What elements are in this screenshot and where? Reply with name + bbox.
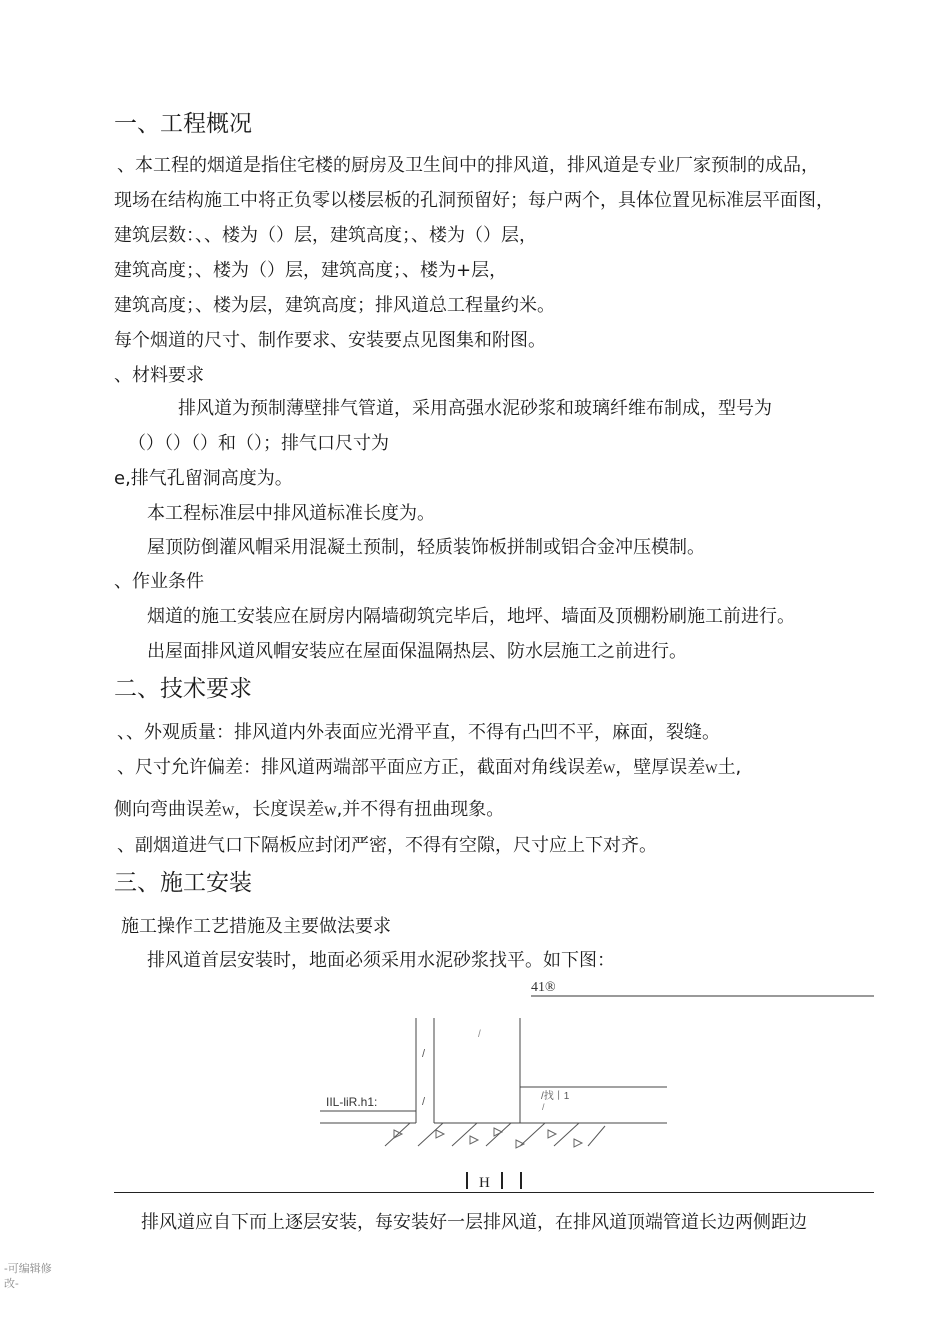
slab-hatching <box>385 1123 605 1146</box>
figure-bottom-label: H <box>479 1175 490 1191</box>
paragraph-line: 每个烟道的尺寸、制作要求、安装要点见图集和附图。 <box>114 330 546 351</box>
aggregate-marks <box>394 1128 582 1148</box>
paragraph-line: 排风道应自下而上逐层安装，每安装好一层排风道，在排风道顶端管道长边两侧距边 <box>141 1212 807 1233</box>
paragraph-line: 排风道首层安装时，地面必须采用水泥砂浆找平。如下图： <box>147 950 615 971</box>
paragraph-line: 、副烟道进气口下隔板应封闭严密，不得有空隙，尺寸应上下对齐。 <box>117 835 657 856</box>
paragraph-line: 现场在结构施工中将正负零以楼层板的孔洞预留好；每户两个，具体位置见标准层平面图， <box>114 190 834 211</box>
paragraph-line: 、、外观质量：排风道内外表面应光滑平直，不得有凸凹不平，麻面，裂缝。 <box>117 722 720 743</box>
paragraph-line: 、本工程的烟道是指住宅楼的厨房及卫生间中的排风道，排风道是专业厂家预制的成品， <box>117 155 819 176</box>
hatch-mark: / <box>478 1029 481 1040</box>
hatch-mark: / <box>422 1096 426 1108</box>
subheading-conditions: 、作业条件 <box>114 571 204 592</box>
paragraph-line: 建筑层数：、、楼为（）层，建筑高度；、楼为（）层， <box>114 225 537 246</box>
paragraph-line: 建筑高度；、楼为层，建筑高度；排风道总工程量约米。 <box>114 295 555 316</box>
horizontal-rule <box>114 1192 874 1193</box>
hatch-mark: / <box>542 1102 545 1112</box>
paragraph-line: e,排气孔留洞高度为。 <box>114 468 293 489</box>
paragraph-line: 本工程标准层中排风道标准长度为。 <box>147 503 435 524</box>
paragraph-line: 施工操作工艺措施及主要做法要求 <box>121 916 391 937</box>
subheading-materials: 、材料要求 <box>114 365 204 386</box>
paragraph-line: 出屋面排风道风帽安装应在屋面保温隔热层、防水层施工之前进行。 <box>147 641 687 662</box>
section-heading-installation: 三、施工安装 <box>114 870 252 896</box>
section-heading-technical: 二、技术要求 <box>114 676 252 702</box>
hatch-mark: / <box>422 1048 426 1060</box>
paragraph-line: 屋顶防倒灌风帽采用混凝土预制，轻质装饰板拼制或铝合金冲压模制。 <box>147 537 705 558</box>
figure-left-label: IIL-liR.h1: <box>326 1095 378 1109</box>
figure-right-label: /找丨1 <box>541 1091 570 1102</box>
section-heading-overview: 一、工程概况 <box>114 111 252 137</box>
paragraph-line: 烟道的施工安装应在厨房内隔墙砌筑完毕后，地坪、墙面及顶棚粉刷施工前进行。 <box>147 606 795 627</box>
paragraph-line: 、尺寸允许偏差：排风道两端部平面应方正，截面对角线误差W，壁厚误差W土, <box>117 757 742 778</box>
footer-note: 改- <box>4 1277 19 1290</box>
paragraph-line: 侧向弯曲误差W，长度误差W,并不得有扭曲现象。 <box>114 799 505 820</box>
figure-top-label: 41® <box>531 980 556 995</box>
paragraph-line: （）（）（）和（）；排气口尺寸为 <box>128 433 389 454</box>
paragraph-line: 排风道为预制薄壁排气管道，采用高强水泥砂浆和玻璃纤维布制成，型号为 <box>178 398 772 419</box>
paragraph-line: 建筑高度；、楼为（）层，建筑高度；、楼为+层， <box>114 260 508 281</box>
footer-note: -可编辑修 <box>4 1262 52 1275</box>
